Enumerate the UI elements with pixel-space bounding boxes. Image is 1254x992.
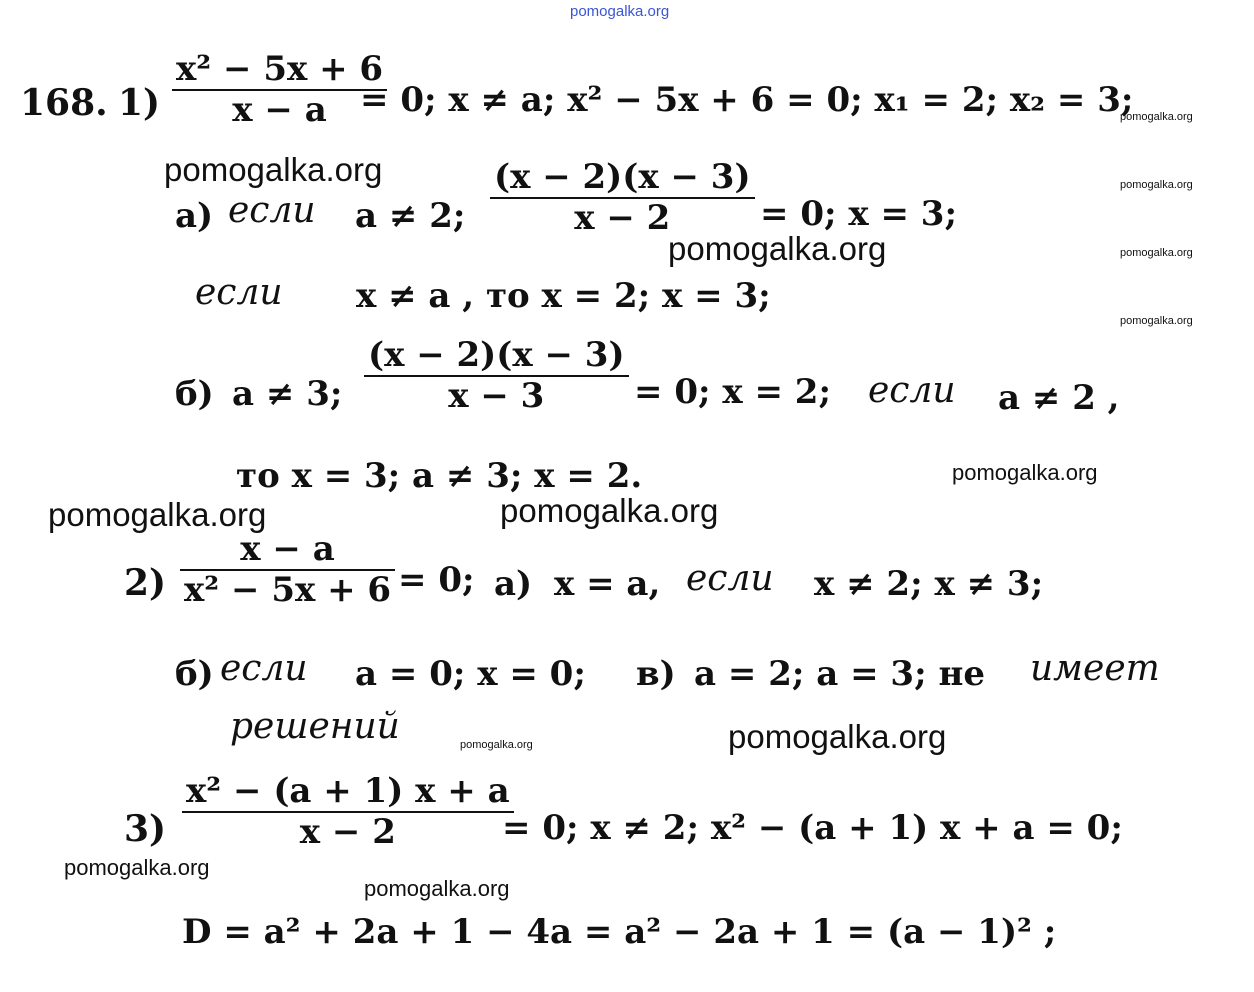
watermark-big: pomogalka.org xyxy=(64,855,210,880)
watermark-big: pomogalka.org xyxy=(500,492,719,529)
part-2a-condition: x ≠ 2; x ≠ 3; xyxy=(814,564,1044,604)
part-2v-label: в) xyxy=(636,654,676,694)
watermark-big: pomogalka.org xyxy=(48,496,267,533)
discriminant-line: D = a² + 2a + 1 − 4a = a² − 2a + 1 = (a − 1)² ; xyxy=(182,912,1057,952)
fraction-numerator: x² − (a + 1) x + a xyxy=(186,771,510,811)
part-1b-condition: a ≠ 3; xyxy=(232,374,343,414)
watermark-big: pomogalka.org xyxy=(728,718,947,755)
part-3-equation xyxy=(182,772,514,852)
fraction-denominator: x − 2 xyxy=(574,198,671,239)
handwritten-esli: если xyxy=(195,272,283,313)
watermark-top: pomogalka.org xyxy=(570,3,670,20)
part-1-equation xyxy=(172,50,387,130)
handwritten-esli: если xyxy=(220,648,308,689)
fraction-denominator: x² − 5x + 6 xyxy=(184,570,392,611)
fraction-denominator: x − 2 xyxy=(299,812,396,853)
watermark-small: pomogalka.org xyxy=(460,739,533,751)
part-1b-rest: = 0; x = 2; xyxy=(634,372,832,412)
part-1b-line2: то x = 3; a ≠ 3; x = 2. xyxy=(236,456,643,496)
part-1-fraction xyxy=(172,50,387,130)
fraction-numerator: (x − 2)(x − 3) xyxy=(368,335,625,375)
fraction-denominator: x − a xyxy=(232,90,327,131)
part-2a-label: а) xyxy=(494,564,533,604)
part-2-fraction xyxy=(180,530,395,610)
part-1a-line2: x ≠ a , то x = 2; x = 3; xyxy=(356,276,771,316)
part-3-rest: = 0; x ≠ 2; x² − (a + 1) x + a = 0; xyxy=(502,808,1123,848)
watermark-small: pomogalka.org xyxy=(1120,315,1193,327)
watermark-small: pomogalka.org xyxy=(1120,111,1193,123)
part-2-rest: = 0; xyxy=(398,560,475,600)
fraction-numerator: x − a xyxy=(240,529,335,569)
fraction-numerator: (x − 2)(x − 3) xyxy=(494,157,751,197)
watermark-big: pomogalka.org xyxy=(364,876,510,901)
part-2v-text: a = 2; a = 3; не xyxy=(694,654,985,694)
watermark-small: pomogalka.org xyxy=(1120,247,1193,259)
part-2b-text: a = 0; x = 0; xyxy=(355,654,586,694)
watermark-small: pomogalka.org xyxy=(1120,179,1193,191)
part-1a-equation xyxy=(490,158,755,238)
part-1-label: 1) xyxy=(118,82,161,124)
part-1b-equation xyxy=(364,336,629,416)
part-2-equation xyxy=(180,530,395,610)
part-1a-rest: = 0; x = 3; xyxy=(760,194,958,234)
part-2a-text: x = a, xyxy=(554,564,661,604)
part-1a-label: а) xyxy=(175,196,214,236)
handwritten-esli: если xyxy=(868,370,956,411)
part-1a-fraction xyxy=(490,158,755,238)
part-1b-fraction xyxy=(364,336,629,416)
part-2-label: 2) xyxy=(124,562,167,604)
part-3-fraction xyxy=(182,772,514,852)
part-2b-label: б) xyxy=(175,654,214,694)
watermark-big: pomogalka.org xyxy=(668,230,887,267)
problem-number: 168. xyxy=(20,82,108,124)
part-3-label: 3) xyxy=(124,808,167,850)
part-1a-condition: a ≠ 2; xyxy=(355,196,466,236)
handwritten-imeet: имеет xyxy=(1030,648,1160,689)
watermark-big: pomogalka.org xyxy=(164,151,383,188)
part-1-rest: = 0; x ≠ a; x² − 5x + 6 = 0; x₁ = 2; x₂ = 3; xyxy=(360,80,1134,120)
handwritten-esli: если xyxy=(686,558,774,599)
handwritten-esli: если xyxy=(228,190,316,231)
watermark-big: pomogalka.org xyxy=(952,460,1098,485)
part-1b-label: б) xyxy=(175,374,214,414)
handwritten-resheniy: решений xyxy=(230,706,400,747)
part-1b-condition-2: a ≠ 2 , xyxy=(998,378,1120,418)
fraction-numerator: x² − 5x + 6 xyxy=(176,49,384,89)
fraction-denominator: x − 3 xyxy=(448,376,545,417)
